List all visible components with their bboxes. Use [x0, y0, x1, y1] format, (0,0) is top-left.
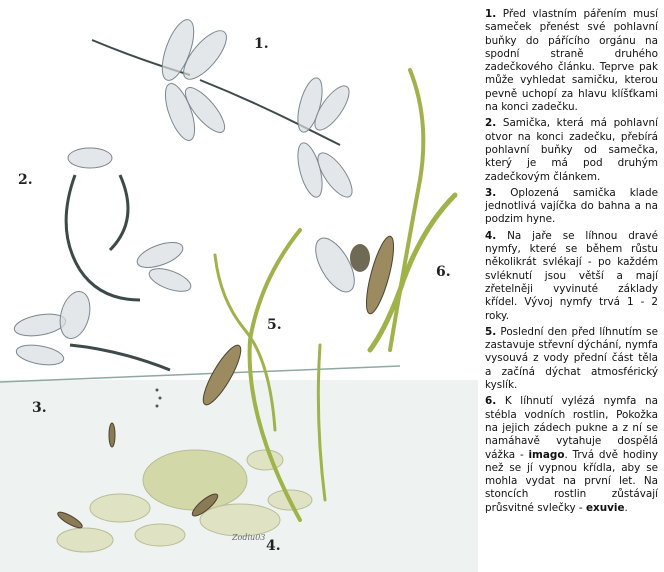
stage-label-2: 2.: [18, 172, 33, 188]
paragraph-text: .: [624, 501, 628, 514]
stage-label-4: 4.: [266, 538, 281, 554]
paragraph-2: [485, 117, 658, 183]
paragraph-number: 3.: [485, 186, 497, 199]
term-imago: imago: [528, 448, 565, 461]
paragraph-6: [485, 395, 658, 515]
artist-signature: Zodiu03: [232, 533, 266, 542]
stage-label-1: 1.: [254, 36, 269, 52]
paragraph-text: Samička, která má pohlavní otvor na konci zadečku, přebírá pohlavní buňky od samečka, který je má pod druhým zadečkovým článkem.: [485, 117, 658, 183]
stage-label-3: 3.: [32, 400, 47, 416]
paragraph-5: [485, 326, 658, 392]
paragraph-number: 2.: [485, 117, 497, 130]
stage-label-5: 5.: [267, 317, 282, 333]
stage-1-tandem-dragonflies: [92, 16, 358, 202]
stage-2-mating-wheel: [66, 148, 194, 300]
paragraph-text: Na jaře se líhnou dravé nymfy, které se během růstu několikrát svlékají - po každém svléknutí jsou větší a mají zřetelněji vyvinuté základy křídel. Vývoj nymfy trvá 1 - 2 roky.: [485, 229, 658, 322]
paragraph-text: K líhnutí vylézá nymfa na stébla vodních rostlin, Pokožka na jejich zádech pukne a z ní se namáhavě vytahuje dospělá vážka -: [485, 395, 658, 461]
paragraph-text: Oplozená samička klade jednotlivá vajíčka do bahna a na podzim hyne.: [485, 186, 658, 226]
stage-label-6: 6.: [436, 264, 451, 280]
paragraph-1: [485, 8, 658, 114]
paragraph-number: 5.: [485, 325, 497, 338]
paragraph-4: [485, 230, 658, 323]
paragraph-text: . Trvá dvě hodiny než se jí vypnou křídla, aby se mohla vydat na první let. Na stoncích rostlin zůstávají průsvitné svlečky -: [485, 448, 658, 514]
paragraph-text: Poslední den před líhnutím se zastavuje střevní dýchání, nymfa vysouvá z vody přední část těla a začíná dýchat atmosférický kyslík.: [485, 325, 658, 392]
paragraph-text: Před vlastním pářením musí sameček přenést své pohlavní buňky do pářícího orgánu na spodní straně druhého zadečkového článku. Teprve pak může vyhledat samičku, kterou pevně uchopí za hlavu klíšťkami na konci zadečku.: [485, 8, 658, 114]
paragraph-number: 1.: [485, 8, 497, 20]
paragraph-number: 4.: [485, 229, 497, 242]
paragraph-number: 6.: [485, 395, 497, 408]
life-cycle-description: [485, 8, 658, 518]
term-exuvie: exuvie: [585, 501, 625, 514]
water-surface: [0, 366, 400, 382]
paragraph-3: [485, 187, 658, 227]
stage-6-emerging-adult: [308, 232, 399, 316]
